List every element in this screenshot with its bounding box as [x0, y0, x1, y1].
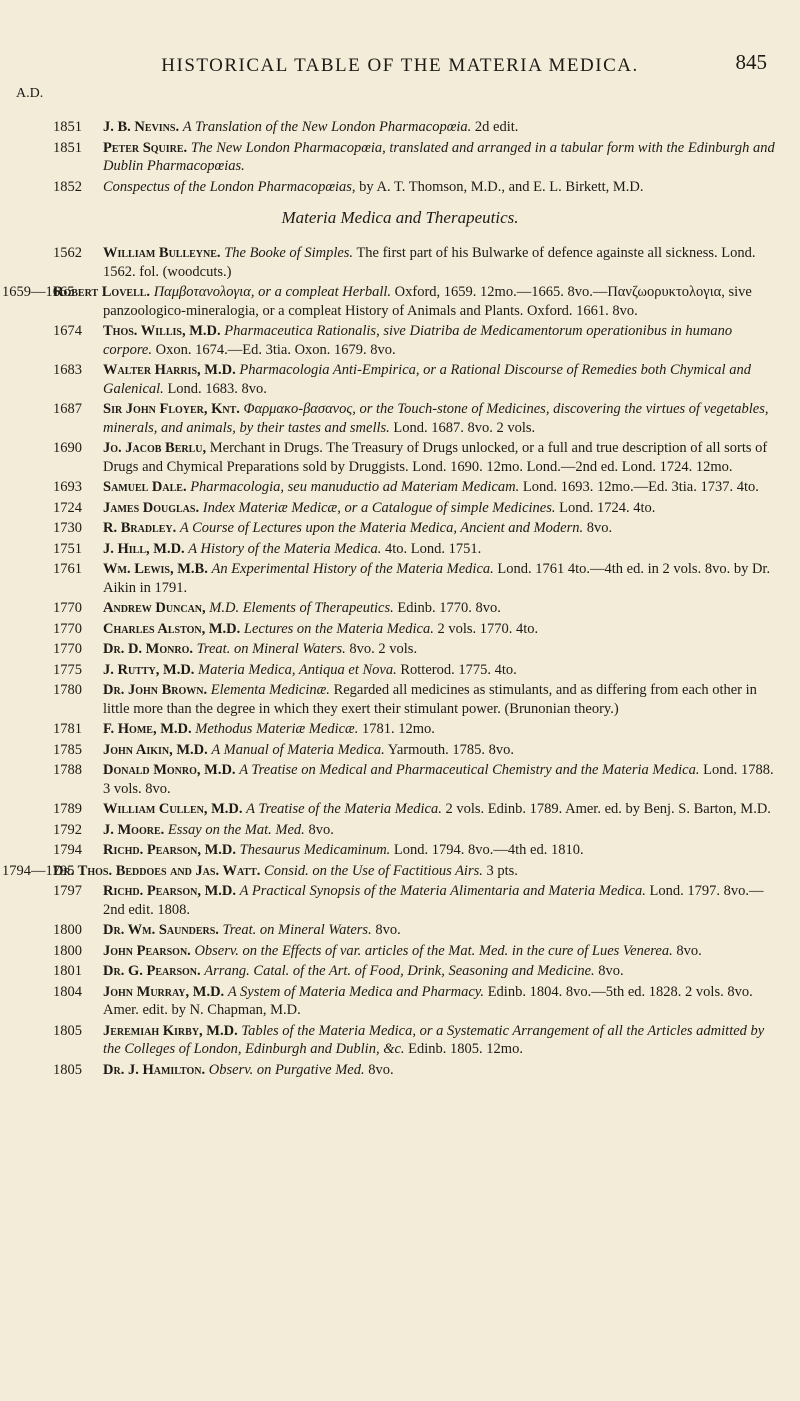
entry-details: Lond. 1683. 8vo.: [167, 380, 267, 397]
entry-year: 1797: [53, 883, 82, 899]
entry-details: Yarmouth. 1785. 8vo.: [387, 741, 515, 758]
entry-details: 8vo.: [375, 922, 401, 938]
entry-title: A Treatise of the Materia Medica.: [246, 801, 442, 817]
entry-title: Παμβοτανολογια, or a compleat Herball.: [153, 284, 392, 300]
entry-details: Edinb. 1804. 8vo.—5th ed. 1828. 2 vols. 8vo. Amer. edit. by N. Chapman, M.D.: [103, 983, 753, 1018]
entry-title: A Course of Lectures upon the Materia Medica, Ancient and Modern.: [179, 520, 584, 536]
section-title: Materia Medica and Therapeutics.: [281, 208, 519, 227]
entry-row: [0, 1022, 800, 1059]
entry-row: [0, 841, 800, 860]
entry-row: [0, 400, 800, 437]
entry-row: [0, 962, 800, 981]
entry-title: A History of the Materia Medica.: [188, 540, 382, 557]
entry-author: James Douglas.: [103, 499, 200, 516]
entry-author: F. Home, M.D.: [103, 721, 192, 737]
entry-year: 1683: [53, 362, 82, 378]
entry-year: 1785: [53, 741, 82, 758]
entry-title: Observ. on Purgative Med.: [208, 1061, 365, 1078]
entry-title: Essay on the Mat. Med.: [167, 821, 305, 838]
entry-title: Index Materiæ Medicæ, or a Catalogue of simple Medicines.: [202, 499, 556, 516]
entry-details: Lond. 1693. 12mo.—Ed. 3tia. 1737. 4to.: [522, 479, 759, 495]
entry-details: 1781. 12mo.: [361, 721, 435, 737]
entry-details: Oxford, 1659. 12mo.—1665. 8vo.—Πανζωορυκτολογια, sive panzoologico-mineralogia, or a compleat History of Animals and Plants. Oxford. 1661. 8vo.: [103, 284, 752, 319]
entry-row: [0, 761, 800, 798]
entry-author: R. Bradley.: [103, 520, 177, 536]
entry-year: 1761: [53, 561, 82, 577]
entry-row: [0, 244, 800, 281]
entry-row: [0, 540, 800, 559]
entry-year: 1659—1665: [2, 284, 75, 300]
entry-author: Charles Alston, M.D.: [103, 620, 241, 637]
entry-year: 1851: [53, 119, 82, 135]
entry-row: [0, 921, 800, 940]
entry-details: 2 vols. Edinb. 1789. Amer. ed. by Benj. S. Barton, M.D.: [445, 801, 771, 817]
entry-author: J. Rutty, M.D.: [103, 661, 195, 678]
entry-row: [0, 1061, 800, 1080]
entry-author: John Pearson.: [103, 942, 191, 959]
entry-author: Peter Squire.: [103, 139, 188, 156]
entry-row: [0, 942, 800, 961]
entry-title: The New London Pharmacopœia, translated and arranged in a tabular form with the Edinburgh and Dublin Pharmacopœias.: [103, 139, 775, 174]
entry-title: Lectures on the Materia Medica.: [243, 620, 434, 637]
entry-details: 8vo. 2 vols.: [349, 641, 418, 657]
entry-row: [0, 821, 800, 840]
entry-row: [0, 640, 800, 659]
entry-title: Φαρμακο-βασανος, or the Touch-stone of Medicines, discovering the virtues of vegetables, minerals, and animals, by their tastes and smells.: [103, 401, 769, 436]
entry-row: [0, 499, 800, 518]
pharmacopoeia-entries: [0, 118, 800, 196]
entry-author: John Aikin, M.D.: [103, 741, 208, 758]
entry-author: Robert Lovell.: [53, 284, 151, 300]
entry-details: 2 vols. 1770. 4to.: [437, 620, 539, 637]
entry-title: Thesaurus Medicaminum.: [239, 842, 391, 858]
entry-author: Dr. G. Pearson.: [103, 963, 201, 979]
entry-title: A Manual of Materia Medica.: [211, 741, 385, 758]
entry-author: Donald Monro, M.D.: [103, 762, 236, 778]
entry-details: 8vo.: [676, 942, 702, 959]
materia-medica-entries: [0, 244, 800, 1079]
entry-author: William Cullen, M.D.: [103, 801, 243, 817]
entry-author: Richd. Pearson, M.D.: [103, 883, 237, 899]
entry-title: A Practical Synopsis of the Materia Alimentaria and Materia Medica.: [239, 883, 646, 899]
era-label: A.D.: [16, 86, 44, 101]
entry-title: Treat. on Mineral Waters.: [196, 641, 346, 657]
entry-title: Elementa Medicinæ.: [210, 682, 330, 698]
entry-details: 8vo.: [598, 963, 624, 979]
entry-row: [0, 560, 800, 597]
entry-author: Dr. Wm. Saunders.: [103, 922, 219, 938]
entry-details: Lond. 1761 4to.—4th ed. in 2 vols. 8vo. by Dr. Aikin in 1791.: [103, 561, 771, 596]
entry-title: Pharmacologia, seu manuductio ad Materiam Medicam.: [190, 479, 520, 495]
entry-row: [0, 882, 800, 919]
entry-year: 1751: [53, 540, 82, 557]
entry-details: Oxon. 1674.—Ed. 3tia. Oxon. 1679. 8vo.: [155, 341, 396, 358]
entry-year: 1770: [53, 620, 82, 637]
entry-year: 1724: [53, 499, 82, 516]
entry-row: [0, 862, 800, 881]
entry-row: [0, 599, 800, 618]
entry-row: [0, 361, 800, 398]
entry-author: Jo. Jacob Berlu,: [103, 440, 207, 456]
entry-year: 1788: [53, 762, 82, 778]
entry-details: Rotterod. 1775. 4to.: [400, 661, 517, 678]
entry-row: [0, 283, 800, 320]
running-title: HISTORICAL TABLE OF THE MATERIA MEDICA.: [161, 55, 639, 76]
entry-row: [0, 322, 800, 359]
entry-author: Thos. Willis, M.D.: [103, 323, 221, 339]
entries-list: [0, 118, 800, 1081]
entry-details: 2d edit.: [474, 119, 519, 135]
entry-title: Pharmacologia Anti-Empirica, or a Rational Discourse of Remedies both Chymical and Galenical.: [103, 362, 751, 397]
entry-row: [0, 681, 800, 718]
entry-year: 1794—1795: [2, 862, 75, 879]
entry-year: 1801: [53, 963, 82, 979]
entry-row: [0, 118, 800, 137]
entry-year: 1800: [53, 942, 82, 959]
entry-year: 1780: [53, 682, 82, 698]
entry-details: Edinb. 1770. 8vo.: [397, 600, 501, 616]
entry-title: Tables of the Materia Medica, or a Systematic Arrangement of all the Articles admitted by the Colleges of London, Edinburgh and Dublin, &c.: [103, 1022, 765, 1057]
entry-year: 1562: [53, 245, 82, 261]
entry-author: Samuel Dale.: [103, 479, 187, 495]
entry-title: A System of Materia Medica and Pharmacy.: [227, 983, 485, 1000]
entry-details: 8vo.: [368, 1061, 394, 1078]
entry-author: J. Hill, M.D.: [103, 540, 185, 557]
entry-year: 1800: [53, 922, 82, 938]
entry-details: Edinb. 1805. 12mo.: [408, 1041, 523, 1057]
entry-author: Sir John Floyer, Knt.: [103, 401, 240, 417]
entry-details: Merchant in Drugs. The Treasury of Drugs unlocked, or a full and true description of all sorts of Drugs and Chymical Preparations sold by Druggists. Lond. 1690. 12mo. Lond.—2nd ed. Lond. 1724. 12mo.: [103, 440, 768, 475]
entry-year: 1770: [53, 600, 82, 616]
entry-row: [0, 800, 800, 819]
entry-details: Regarded all medicines as stimulants, and as differing from each other in little more than the degree in which they exert their stimulant power. (Brunonian theory.): [103, 682, 757, 717]
entry-year: 1789: [53, 801, 82, 817]
entry-title: A Translation of the New London Pharmacopœia.: [182, 119, 472, 135]
entry-title: Treat. on Mineral Waters.: [222, 922, 372, 938]
entry-year: 1775: [53, 661, 82, 678]
entry-year: 1687: [53, 401, 82, 417]
entry-author: Andrew Duncan,: [103, 600, 206, 616]
entry-details: by A. T. Thomson, M.D., and E. L. Birkett, M.D.: [359, 178, 644, 195]
entry-year: 1770: [53, 641, 82, 657]
entry-title: The Booke of Simples.: [224, 245, 354, 261]
entry-row: [0, 661, 800, 680]
entry-author: Richd. Pearson, M.D.: [103, 842, 237, 858]
entry-details: Lond. 1724. 4to.: [559, 499, 656, 516]
entry-year: 1693: [53, 479, 82, 495]
entry-title: A Treatise on Medical and Pharmaceutical Chemistry and the Materia Medica.: [239, 762, 700, 778]
entry-details: 8vo.: [586, 520, 613, 536]
entry-row: [0, 478, 800, 497]
entry-row: [0, 720, 800, 739]
entry-year: 1851: [53, 139, 82, 156]
entry-author: Dr. John Brown.: [103, 682, 208, 698]
entry-row: [0, 139, 800, 176]
entry-title: Materia Medica, Antiqua et Nova.: [198, 661, 397, 678]
entry-row: [0, 519, 800, 538]
entry-author: J. Moore.: [103, 821, 165, 838]
entry-title: Pharmaceutica Rationalis, sive Diatriba de Medicamentorum operationibus in humano corpore.: [103, 323, 733, 358]
entry-title: Conspectus of the London Pharmacopœias,: [103, 178, 356, 195]
entry-details: Lond. 1794. 8vo.—4th ed. 1810.: [393, 842, 584, 858]
entry-details: 4to. Lond. 1751.: [384, 540, 482, 557]
entry-row: [0, 439, 800, 476]
entry-author: John Murray, M.D.: [103, 983, 225, 1000]
entry-year: 1794: [53, 842, 82, 858]
entry-row: [0, 178, 800, 197]
entry-title: Observ. on the Effects of var. articles of the Mat. Med. in the cure of Lues Venerea.: [194, 942, 673, 959]
entry-author: Dr. J. Hamilton.: [103, 1061, 206, 1078]
entry-row: [0, 620, 800, 639]
entry-details: Lond. 1797. 8vo.—2nd edit. 1808.: [103, 883, 764, 918]
entry-row: [0, 983, 800, 1020]
entry-row: [0, 741, 800, 760]
entry-year: 1690: [53, 440, 82, 456]
entry-title: Consid. on the Use of Factitious Airs.: [264, 862, 483, 879]
entry-year: 1792: [53, 821, 82, 838]
entry-details: Lond. 1687. 8vo. 2 vols.: [393, 419, 536, 436]
entry-author: Wm. Lewis, M.B.: [103, 561, 208, 577]
entry-title: Arrang. Catal. of the Art. of Food, Drink, Seasoning and Medicine.: [204, 963, 595, 979]
entry-year: 1781: [53, 721, 82, 737]
entry-author: Jeremiah Kirby, M.D.: [103, 1022, 238, 1039]
page-number: 845: [735, 50, 767, 74]
entry-year: 1674: [53, 323, 82, 339]
entry-details: 8vo.: [308, 821, 334, 838]
entry-author: William Bulleyne.: [103, 245, 221, 261]
entry-author: J. B. Nevins.: [103, 119, 180, 135]
entry-year: 1852: [53, 178, 82, 195]
entry-author: Dr. Thos. Beddoes and Jas. Watt.: [53, 862, 261, 879]
entry-year: 1805: [53, 1022, 82, 1039]
entry-title: An Experimental History of the Materia Medica.: [211, 561, 494, 577]
entry-details: 3 pts.: [486, 862, 518, 879]
entry-title: Methodus Materiæ Medicæ.: [195, 721, 359, 737]
entry-year: 1805: [53, 1061, 82, 1078]
entry-year: 1730: [53, 520, 82, 536]
entry-details: Lond. 1788. 3 vols. 8vo.: [103, 762, 774, 797]
entry-details: The first part of his Bulwarke of defence againste all sickness. Lond. 1562. fol. (woodcuts.): [103, 245, 756, 280]
entry-author: Walter Harris, M.D.: [103, 362, 236, 378]
entry-author: Dr. D. Monro.: [103, 641, 193, 657]
entry-title: M.D. Elements of Therapeutics.: [209, 600, 394, 616]
entry-year: 1804: [53, 983, 82, 1000]
